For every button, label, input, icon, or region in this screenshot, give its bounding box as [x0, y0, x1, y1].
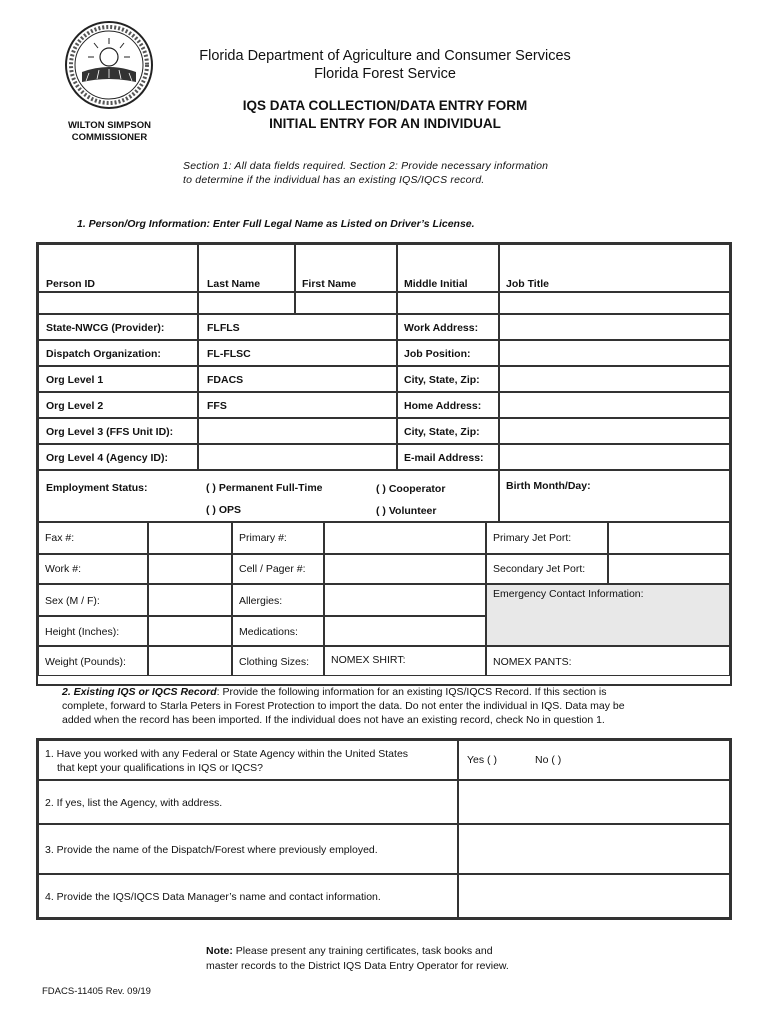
- form-number-footer: FDACS-11405 Rev. 09/19: [42, 986, 151, 997]
- weight-label: Weight (Pounds):: [45, 656, 126, 668]
- org-level3-label: Org Level 3 (FFS Unit ID):: [46, 426, 174, 438]
- section2-text2: complete, forward to Starla Peters in Forest Protection to import the data. Do not enter the individual in IQS. Data may be: [62, 700, 625, 712]
- note-line1: [206, 944, 509, 959]
- sex-label: Sex (M / F):: [45, 595, 100, 607]
- employment-status-label: Employment Status:: [46, 482, 148, 494]
- header-middle-initial-cell: [397, 244, 499, 292]
- medications-label-cell: [232, 616, 324, 646]
- section2-text3: added when the record has been imported. If the individual does not have an existing record, check No in question 1.: [62, 714, 605, 726]
- provider-label-cell: [38, 314, 198, 340]
- emergency-contact-label: Emergency Contact Information:: [493, 588, 644, 600]
- header-first-name-cell: [295, 244, 397, 292]
- weight-label-cell: [38, 646, 148, 676]
- form-title-line1: IQS DATA COLLECTION/DATA ENTRY FORM: [242, 98, 528, 113]
- height-label-cell: [38, 616, 148, 646]
- medications-label: Medications:: [239, 626, 298, 638]
- section-note-line2: to determine if the individual has an existing IQS/IQCS record.: [183, 174, 485, 186]
- question1-line2: that kept your qualifications in IQS or IQCS?: [57, 762, 264, 774]
- cell-pager-label: Cell / Pager #:: [239, 563, 306, 575]
- city-state-zip2-label: City, State, Zip:: [404, 426, 480, 438]
- cell-pager-label-cell: [232, 554, 324, 584]
- question1-line1: 1. Have you worked with any Federal or State Agency within the United States: [45, 748, 409, 760]
- home-address-label: Home Address:: [404, 400, 482, 412]
- question3-answer-input[interactable]: [458, 824, 730, 874]
- provider-value: FLFLS: [207, 322, 240, 334]
- person-id-label: Person ID: [46, 278, 96, 290]
- no-checkbox[interactable]: No ( ): [535, 754, 562, 766]
- note-block: [206, 944, 509, 974]
- primary-number-label: Primary #:: [239, 532, 287, 544]
- org-level1-label: Org Level 1: [46, 374, 104, 386]
- secondary-jet-port-label: Secondary Jet Port:: [493, 563, 586, 575]
- question4-answer-input[interactable]: [458, 874, 730, 918]
- height-input[interactable]: [148, 616, 232, 646]
- note-text2: master records to the District IQS Data Entry Operator for review.: [206, 960, 509, 972]
- question3-label: 3. Provide the name of the Dispatch/Forest where previously employed.: [45, 844, 378, 856]
- note-label: Note:: [206, 945, 233, 957]
- job-title-label: Job Title: [506, 278, 549, 290]
- header-last-name-cell: [198, 244, 295, 292]
- middle-initial-input[interactable]: [397, 292, 499, 314]
- fax-label-cell: [38, 522, 148, 554]
- org-level2-value-cell: [198, 392, 397, 418]
- question2-answer-input[interactable]: [458, 780, 730, 824]
- first-name-label: First Name: [302, 278, 357, 290]
- first-name-input[interactable]: [295, 292, 397, 314]
- provider-value-cell: [198, 314, 397, 340]
- nomex-shirt-label: NOMEX SHIRT:: [331, 654, 406, 666]
- section2-instructions: [62, 685, 712, 727]
- primary-jet-port-label: Primary Jet Port:: [493, 532, 572, 544]
- secondary-jet-port-input[interactable]: [608, 554, 730, 584]
- section-note-line1: Section 1: All data fields required. Section 2: Provide necessary information: [183, 160, 549, 172]
- cell-pager-input[interactable]: [324, 554, 486, 584]
- commissioner-title: COMMISSIONER: [71, 132, 148, 143]
- job-title-input[interactable]: [499, 292, 730, 314]
- city-state-zip1-label-cell: [397, 366, 499, 392]
- section2-line1: [62, 685, 712, 699]
- agency-division: Florida Forest Service: [314, 66, 456, 82]
- home-address-input[interactable]: [499, 392, 730, 418]
- note-text1: Please present any training certificates, task books and: [232, 945, 493, 957]
- question1-cell: [38, 740, 458, 780]
- question1-answer-cell: [458, 740, 730, 780]
- dispatch-label: Dispatch Organization:: [46, 348, 161, 360]
- email-input[interactable]: [499, 444, 730, 470]
- option-permanent-full-time[interactable]: ( ) Permanent Full-Time: [206, 482, 323, 494]
- org-level4-label: Org Level 4 (Agency ID):: [46, 452, 168, 464]
- question2-label: 2. If yes, list the Agency, with address.: [45, 797, 223, 809]
- work-address-label-cell: [397, 314, 499, 340]
- org-level4-input[interactable]: [198, 444, 397, 470]
- option-volunteer[interactable]: ( ) Volunteer: [376, 505, 437, 517]
- section-instructions: [183, 159, 548, 187]
- clothing-sizes-label: Clothing Sizes:: [239, 656, 310, 668]
- question3-cell: [38, 824, 458, 874]
- middle-initial-label: Middle Initial: [404, 278, 468, 290]
- secondary-jet-port-label-cell: [486, 554, 608, 584]
- person-id-input[interactable]: [38, 292, 198, 314]
- work-number-label: Work #:: [45, 563, 81, 575]
- primary-number-label-cell: [232, 522, 324, 554]
- birth-month-day-field[interactable]: [499, 470, 730, 522]
- florida-dept-seal-icon: [64, 20, 154, 110]
- dispatch-label-cell: [38, 340, 198, 366]
- job-position-input[interactable]: [499, 340, 730, 366]
- nomex-shirt-field[interactable]: [324, 646, 486, 676]
- yes-checkbox[interactable]: Yes ( ): [467, 754, 497, 766]
- commissioner-block: [52, 120, 167, 144]
- org-level2-label: Org Level 2: [46, 400, 104, 412]
- org-level2-value: FFS: [207, 400, 227, 412]
- job-position-label: Job Position:: [404, 348, 471, 360]
- city-state-zip1-input[interactable]: [499, 366, 730, 392]
- weight-input[interactable]: [148, 646, 232, 676]
- height-label: Height (Inches):: [45, 626, 120, 638]
- org-level4-label-cell: [38, 444, 198, 470]
- city-state-zip2-input[interactable]: [499, 418, 730, 444]
- org-level1-label-cell: [38, 366, 198, 392]
- city-state-zip2-label-cell: [397, 418, 499, 444]
- nomex-pants-field[interactable]: [486, 646, 730, 676]
- commissioner-name: WILTON SIMPSON: [67, 120, 152, 131]
- work-number-input[interactable]: [148, 554, 232, 584]
- header-job-title-cell: [499, 244, 730, 292]
- allergies-label: Allergies:: [239, 595, 283, 607]
- question2-cell: [38, 780, 458, 824]
- nomex-pants-label: NOMEX PANTS:: [493, 656, 572, 668]
- agency-name: Florida Department of Agriculture and Consumer Services: [199, 48, 571, 64]
- org-level3-input[interactable]: [198, 418, 397, 444]
- org-level2-label-cell: [38, 392, 198, 418]
- question4-label: 4. Provide the IQS/IQCS Data Manager’s name and contact information.: [45, 891, 381, 903]
- section1-heading: 1. Person/Org Information: Enter Full Legal Name as Listed on Driver’s License.: [77, 218, 475, 230]
- fax-input[interactable]: [148, 522, 232, 554]
- city-state-zip1-label: City, State, Zip:: [404, 374, 480, 386]
- work-address-input[interactable]: [499, 314, 730, 340]
- work-number-label-cell: [38, 554, 148, 584]
- section2-text1: : Provide the following information for an existing IQS/IQCS Record. If this section is: [216, 686, 607, 698]
- job-position-label-cell: [397, 340, 499, 366]
- org-level1-value: FDACS: [207, 374, 244, 386]
- allergies-input[interactable]: [324, 584, 486, 616]
- primary-number-input[interactable]: [324, 522, 486, 554]
- form-title: [170, 97, 600, 133]
- primary-jet-port-input[interactable]: [608, 522, 730, 554]
- last-name-label: Last Name: [207, 278, 261, 290]
- last-name-input[interactable]: [198, 292, 295, 314]
- header-person-id-cell: [38, 244, 198, 292]
- allergies-label-cell: [232, 584, 324, 616]
- dispatch-value: FL-FLSC: [207, 348, 251, 360]
- email-label: E-mail Address:: [404, 452, 484, 464]
- primary-jet-port-label-cell: [486, 522, 608, 554]
- org-level1-value-cell: [198, 366, 397, 392]
- option-cooperator[interactable]: ( ) Cooperator: [376, 483, 446, 495]
- work-address-label: Work Address:: [404, 322, 479, 334]
- section2-heading: 2. Existing IQS or IQCS Record: [62, 686, 217, 698]
- clothing-sizes-label-cell: [232, 646, 324, 676]
- sex-input[interactable]: [148, 584, 232, 616]
- provider-label: State-NWCG (Provider):: [46, 322, 165, 334]
- employment-status-cell: [38, 470, 499, 522]
- question4-cell: [38, 874, 458, 918]
- medications-input[interactable]: [324, 616, 486, 646]
- fax-label: Fax #:: [45, 532, 75, 544]
- dispatch-value-cell: [198, 340, 397, 366]
- birth-month-day-label: Birth Month/Day:: [506, 480, 591, 492]
- home-address-label-cell: [397, 392, 499, 418]
- option-ops[interactable]: ( ) OPS: [206, 504, 242, 516]
- sex-label-cell: [38, 584, 148, 616]
- emergency-contact-field[interactable]: [486, 584, 730, 646]
- org-level3-label-cell: [38, 418, 198, 444]
- email-label-cell: [397, 444, 499, 470]
- form-title-line2: INITIAL ENTRY FOR AN INDIVIDUAL: [269, 116, 501, 131]
